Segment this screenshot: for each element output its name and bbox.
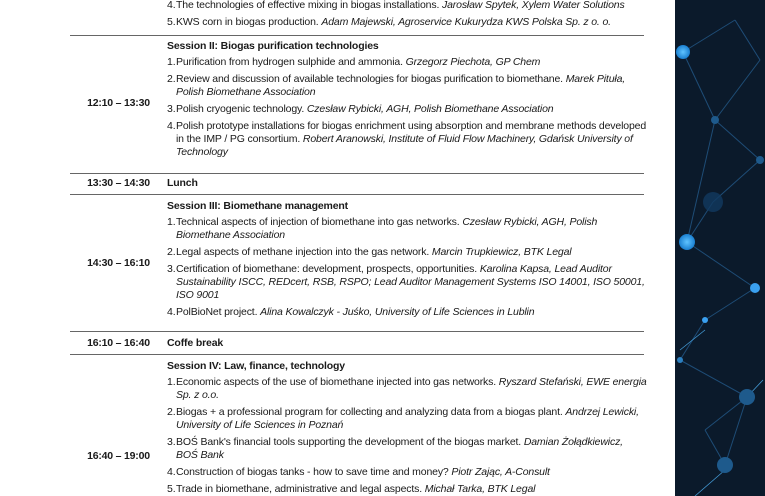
session-iii-row (70, 200, 644, 330)
agenda-item: 5. KWS corn in biogas production. Adam Majewski, Agroservice Kukurydza KWS Polska Sp. z o. o. (167, 16, 611, 28)
session-iv-row (70, 360, 647, 496)
coffee-row (70, 337, 644, 351)
divider (70, 173, 644, 174)
network-graphic (675, 0, 765, 496)
session-iv-content (167, 360, 647, 496)
divider (70, 194, 644, 195)
agenda-item: 5. Trade in biomethane, administrative and legal aspects. Michał Tarka, BTK Legal (167, 483, 536, 495)
divider (70, 354, 644, 355)
lunch-row (70, 177, 644, 191)
session-i-items (167, 0, 647, 33)
agenda-item: 3. BOŚ Bank's financial tools supporting the development of the biogas market. Damian Żołądkiewicz, BOŚ Bank (167, 436, 623, 461)
session-ii-title: Session II: Biogas purification technologies (167, 40, 379, 52)
agenda-item: 3. Certification of biomethane: development, prospects, opportunities. Karolina Kapsa, Lead Auditor Sustainability ISCC, REDcert, RSB, RSPO; Lead Auditor Management Systems ISO 14001, ISO 50001, ISO 9001 (167, 263, 645, 301)
session-iv-title: Session IV: Law, finance, technology (167, 360, 346, 372)
session-ii-time: 12:10 – 13:30 (87, 97, 150, 109)
lunch-time: 13:30 – 14:30 (87, 177, 150, 189)
coffee-time: 16:10 – 16:40 (87, 337, 150, 349)
session-iv-time: 16:40 – 19:00 (87, 450, 150, 462)
coffee-title: Coffe break (167, 337, 224, 349)
agenda-item: 4. Construction of biogas tanks - how to save time and money? Piotr Zając, A-Consult (167, 466, 550, 478)
agenda-item: 1. Economic aspects of the use of biomethane injected into gas networks. Ryszard Stefański, EWE energia Sp. z o.o. (167, 376, 647, 401)
agenda-item: 4. The technologies of effective mixing in biogas installations. Jarosław Spytek, Xylem Water Solutions (167, 0, 625, 11)
agenda-item: 4. PolBioNet project. Alina Kowalczyk - Juśko, University of Life Sciences in Lublin (167, 306, 535, 318)
network-decoration (675, 0, 765, 496)
agenda-item: 3. Polish cryogenic technology. Czesław Rybicki, AGH, Polish Biomethane Association (167, 103, 554, 115)
agenda-item: 2. Legal aspects of methane injection into the gas network. Marcin Trupkiewicz, BTK Legal (167, 246, 572, 258)
lunch-title: Lunch (167, 177, 198, 189)
agenda-item: 2. Biogas + a professional program for collecting and analyzing data from a biogas plant. Andrzej Lewicki, University of Life Sciences in Poznań (167, 406, 639, 431)
session-iii-title: Session III: Biomethane management (167, 200, 349, 212)
session-ii-content (167, 40, 647, 163)
divider (70, 331, 644, 332)
session-iii-time: 14:30 – 16:10 (87, 257, 150, 269)
session-iii-content (167, 200, 647, 323)
agenda-item: 1. Technical aspects of injection of biomethane into gas networks. Czesław Rybicki, AGH, Polish Biomethane Association (167, 216, 598, 241)
agenda-item: 1. Purification from hydrogen sulphide and ammonia. Grzegorz Piechota, GP Chem (167, 56, 541, 68)
agenda-item: 4. Polish prototype installations for biogas enrichment using absorption and membrane methods developed in the IMP / PG consortium. Robert Aranowski, Institute of Fluid Flow Machinery, Gdańsk University of Technology (167, 120, 647, 158)
agenda-item: 2. Review and discussion of available technologies for biogas purification to biomethane. Marek Pituła, Polish Biomethane Association (167, 73, 626, 98)
divider (70, 35, 644, 36)
session-ii-row (70, 40, 647, 172)
